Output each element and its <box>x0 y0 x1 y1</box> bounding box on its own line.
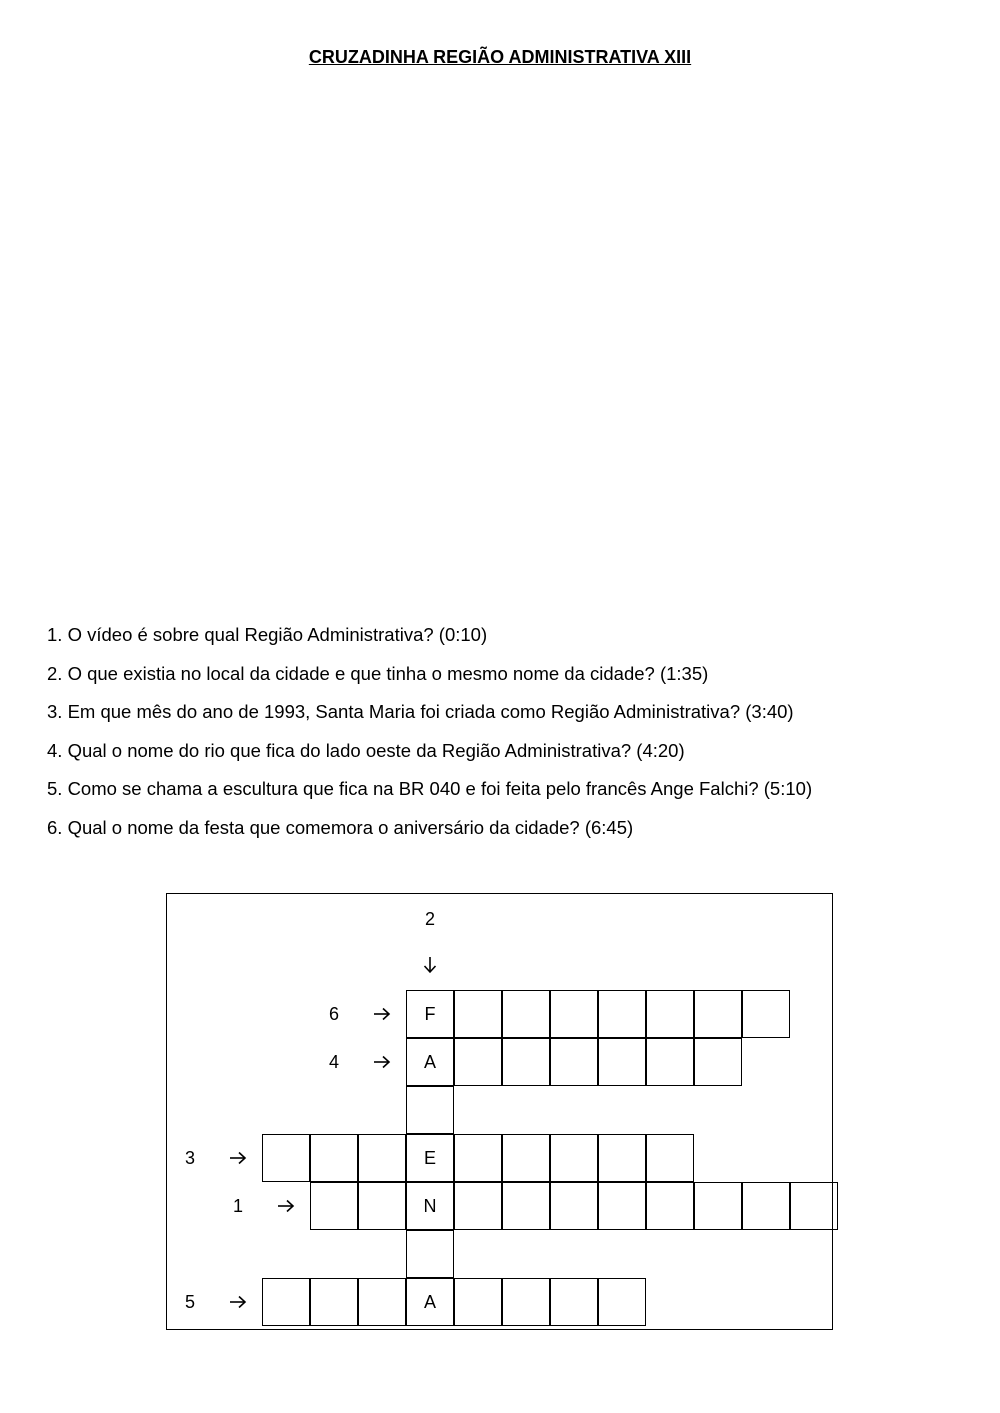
crossword-cell[interactable] <box>502 1278 550 1326</box>
crossword-cell[interactable] <box>598 1134 646 1182</box>
crossword-cell[interactable]: F <box>406 990 454 1038</box>
crossword-cell[interactable] <box>454 1134 502 1182</box>
clue-number-2: 2 <box>424 908 435 929</box>
arrow-right-icon <box>358 1038 406 1086</box>
crossword-cell[interactable] <box>502 990 550 1038</box>
crossword-cell[interactable] <box>502 1182 550 1230</box>
crossword-cell[interactable] <box>550 990 598 1038</box>
question-5: 5. Como se chama a escultura que fica na BR 040 e foi feita pelo francês Ange Falchi? (5:10) <box>47 778 813 799</box>
clue-number-5: 5 <box>184 1291 195 1312</box>
crossword-cell[interactable] <box>262 1278 310 1326</box>
crossword-cell[interactable] <box>646 1134 694 1182</box>
clue-number-6: 6 <box>328 1003 339 1024</box>
crossword-cell[interactable] <box>502 1038 550 1086</box>
question-6: 6. Qual o nome da festa que comemora o aniversário da cidade? (6:45) <box>47 816 634 838</box>
crossword-grid <box>166 893 833 1330</box>
crossword-cell[interactable]: A <box>406 1278 454 1326</box>
crossword-cell[interactable] <box>646 1038 694 1086</box>
crossword-cell[interactable]: N <box>406 1182 454 1230</box>
crossword-cell[interactable] <box>550 1038 598 1086</box>
crossword-cell[interactable] <box>358 1278 406 1326</box>
crossword-cell[interactable] <box>742 990 790 1038</box>
clue-number-1: 1 <box>232 1195 243 1216</box>
crossword-cell[interactable] <box>262 1134 310 1182</box>
crossword-cell[interactable] <box>790 1182 838 1230</box>
clue-number-4: 4 <box>328 1051 339 1072</box>
page-title: CRUZADINHA REGIÃO ADMINISTRATIVA XIII <box>308 47 692 67</box>
crossword-cell[interactable] <box>694 1038 742 1086</box>
crossword-cell[interactable] <box>454 1182 502 1230</box>
crossword-cell[interactable] <box>454 990 502 1038</box>
crossword-cell[interactable] <box>358 1182 406 1230</box>
arrow-down-icon <box>406 941 454 989</box>
question-3: 3. Em que mês do ano de 1993, Santa Maria foi criada como Região Administrativa? (3:40) <box>47 701 794 722</box>
arrow-right-icon <box>358 990 406 1038</box>
arrow-right-icon <box>214 1278 262 1326</box>
question-4: 4. Qual o nome do rio que fica do lado oeste da Região Administrativa? (4:20) <box>47 739 685 761</box>
crossword-cell[interactable] <box>502 1134 550 1182</box>
crossword-cell[interactable] <box>310 1134 358 1182</box>
crossword-cell[interactable] <box>598 1278 646 1326</box>
question-list <box>47 622 812 853</box>
crossword-cell[interactable] <box>646 990 694 1038</box>
crossword-cell[interactable]: A <box>406 1038 454 1086</box>
crossword-cell[interactable] <box>550 1134 598 1182</box>
crossword-cell[interactable] <box>598 1182 646 1230</box>
crossword-cell[interactable] <box>598 1038 646 1086</box>
crossword-cell[interactable] <box>310 1182 358 1230</box>
crossword-cell[interactable] <box>550 1182 598 1230</box>
clue-number-3: 3 <box>184 1147 195 1168</box>
crossword-cell[interactable] <box>742 1182 790 1230</box>
arrow-right-icon <box>262 1182 310 1230</box>
crossword-cell[interactable]: E <box>406 1134 454 1182</box>
crossword-cell[interactable] <box>358 1134 406 1182</box>
arrow-right-icon <box>214 1134 262 1182</box>
crossword-cell[interactable] <box>694 990 742 1038</box>
crossword-cell[interactable] <box>454 1038 502 1086</box>
crossword-cell[interactable] <box>694 1182 742 1230</box>
crossword-cell[interactable] <box>646 1182 694 1230</box>
question-2: 2. O que existia no local da cidade e que tinha o mesmo nome da cidade? (1:35) <box>47 662 709 684</box>
crossword-cell[interactable] <box>598 990 646 1038</box>
crossword-cell[interactable] <box>406 1086 454 1134</box>
crossword-cell[interactable] <box>550 1278 598 1326</box>
question-1: 1. O vídeo é sobre qual Região Administrativa? (0:10) <box>47 624 488 645</box>
crossword-cell[interactable] <box>406 1230 454 1278</box>
crossword-cell[interactable] <box>310 1278 358 1326</box>
crossword-cell[interactable] <box>454 1278 502 1326</box>
